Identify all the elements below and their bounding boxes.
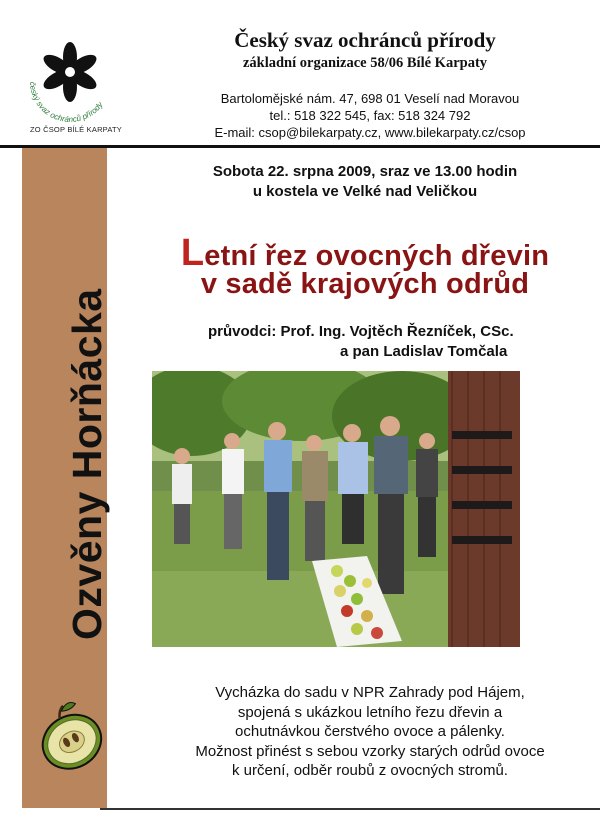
phone-fax: tel.: 518 322 545, fax: 518 324 792: [269, 108, 471, 123]
description-line: Možnost přinést s sebou vzorky starých odrůd ovoce: [195, 742, 545, 760]
description-line: ochutnávkou čerstvého ovoce a pálenky.: [235, 723, 505, 740]
title-rest: etní řez ovocných dřevin: [204, 240, 550, 272]
guides-line-2: a pan Ladislav Tomčala: [340, 343, 508, 360]
organization-name: Český svaz ochránců přírody: [234, 28, 496, 52]
event-date: Sobota 22. srpna 2009, sraz ve 13.00 hodin: [212, 163, 518, 180]
description-line: k určení, odběr roubů z ovocných stromů.: [232, 762, 508, 779]
organization-logo: [22, 30, 122, 125]
address: Bartolomějské nám. 47, 698 01 Veselí nad Moravou: [220, 91, 520, 106]
event-description: [140, 683, 600, 781]
organization-subtitle: základní organizace 58/06 Bílé Karpaty: [242, 55, 488, 71]
svg-text:český svaz ochránců přírody: český svaz ochránců přírody: [27, 81, 105, 125]
apple-half-icon: [30, 700, 112, 778]
flower-logo-icon: [22, 30, 122, 125]
description-line: Vycházka do sadu v NPR Zahrady pod Hájem,: [215, 684, 525, 701]
event-title-line2: v sadě krajových odrůd: [200, 268, 530, 300]
logo-caption: ZO ČSOP BÍLÉ KARPATY: [30, 125, 122, 134]
event-place: u kostela ve Velké nad Veličkou: [252, 183, 478, 200]
guides-line: průvodci: Prof. Ing. Vojtěch Řezníček, CSc.: [208, 323, 514, 340]
title-initial: L: [180, 232, 205, 274]
series-title: Ozvěny Horňácka: [64, 288, 110, 640]
email-web: E-mail: csop@bilekarpaty.cz, www.bilekarpaty.cz/csop: [214, 125, 526, 140]
footer-rule: [100, 808, 600, 810]
event-photo: [152, 371, 520, 647]
description-line: spojená s ukázkou letního řezu dřevin a: [237, 703, 503, 721]
